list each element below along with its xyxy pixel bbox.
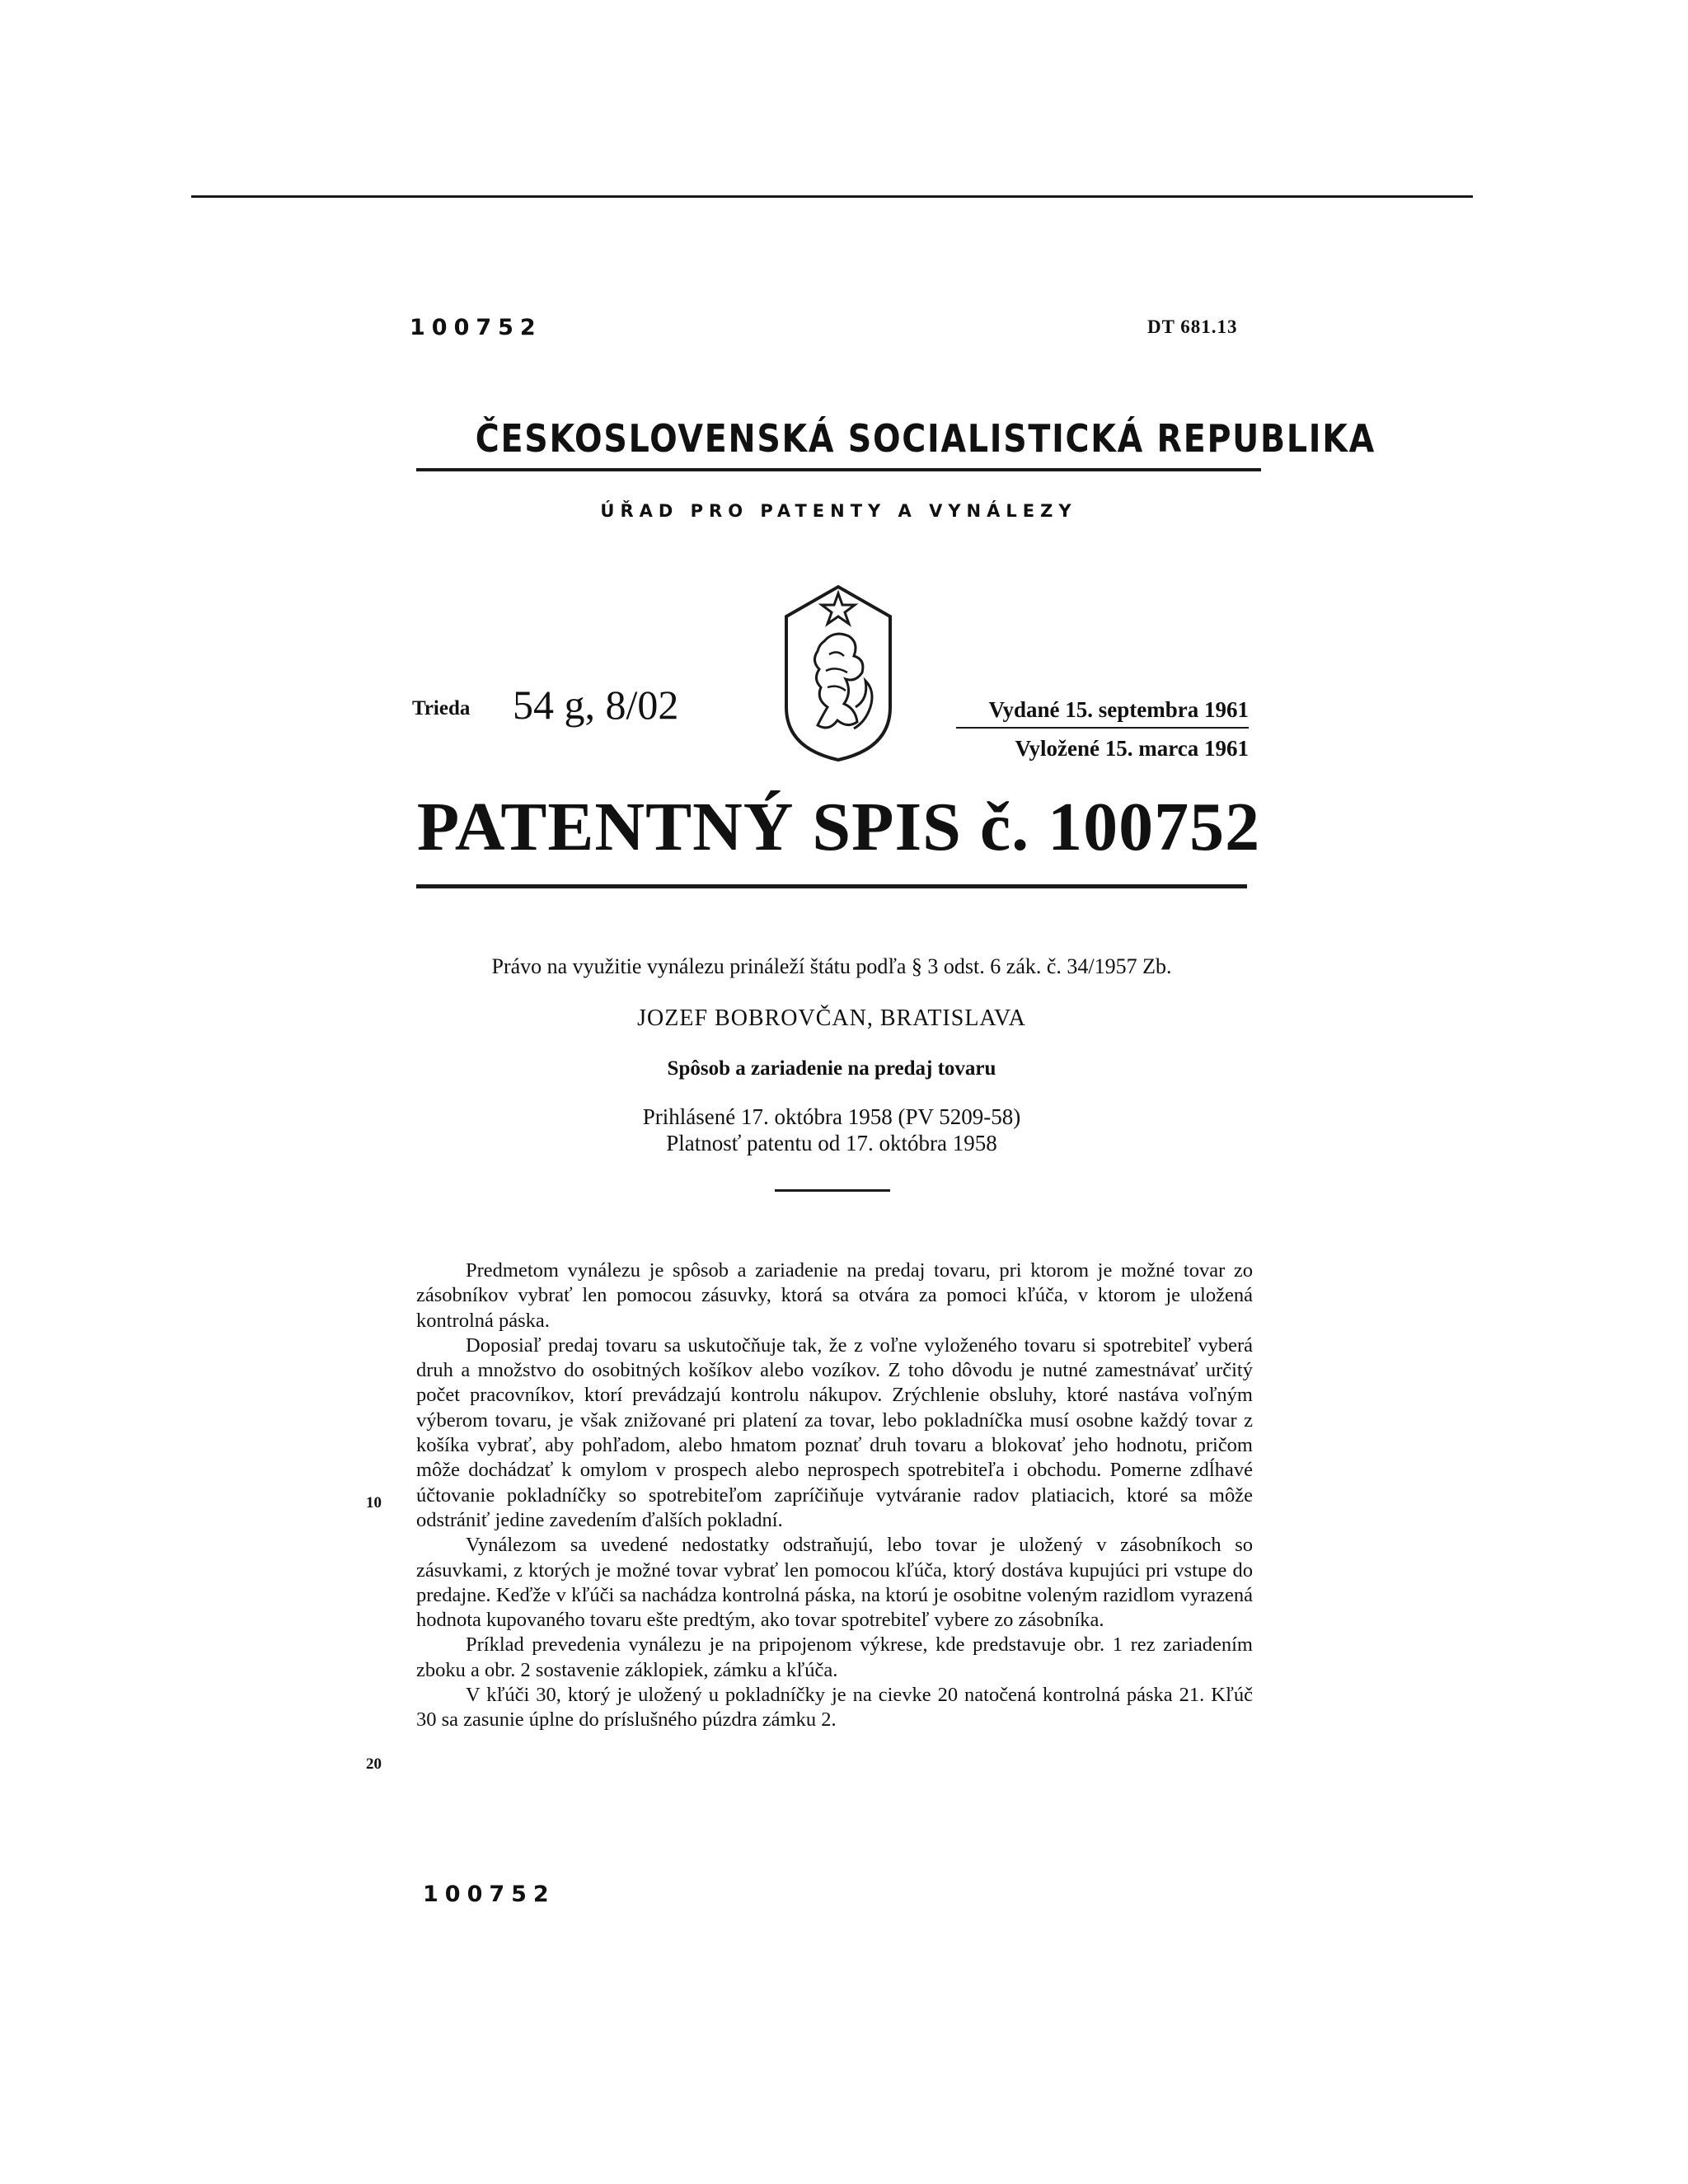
patent-title: PATENTNÝ SPIS č. 100752 bbox=[416, 789, 1261, 865]
invention-title: Spôsob a zariadenie na predaj tovaru bbox=[667, 1057, 996, 1080]
laid-out-date: Vyložené 15. marca 1961 bbox=[1015, 736, 1249, 761]
body-paragraph: Príklad prevedenia vynálezu je na pripojenom výkrese, kde predstavuje obr. 1 rez zariadením zboku a obr. 2 sostavenie záklopiek, zámku a kľúča. bbox=[416, 1633, 1253, 1681]
patent-validity: Platnosť patentu od 17. októbra 1958 bbox=[666, 1131, 997, 1155]
country-heading: ČESKOSLOVENSKÁ SOCIALISTICKÁ REPUBLIKA bbox=[475, 416, 1376, 461]
body-paragraph: V kľúči 30, ktorý je uložený u pokladníčky je na cievke 20 natočená kontrolná páska 21. Kľúč 30 sa zasunie úplne do príslušného púzdra zámku 2. bbox=[416, 1684, 1253, 1732]
issued-date: Vydané 15. septembra 1961 bbox=[988, 697, 1249, 722]
inventor-name: JOZEF BOBROVČAN, BRATISLAVA bbox=[637, 1005, 1026, 1031]
document-number-bottom: 100752 bbox=[423, 1882, 556, 1907]
line-number-marker: 20 bbox=[366, 1755, 382, 1773]
class-label: Trieda bbox=[412, 697, 471, 719]
filing-date: Prihlásené 17. októbra 1958 (PV 5209-58) bbox=[642, 1104, 1021, 1129]
body-paragraph: Vynálezom sa uvedené nedostatky odstraňujú, lebo tovar je uložený v zásobníkoch so zásuvkami, z ktorých je možné tovar vybrať len pomocou kľúča, ktorý dostáva kupujúci pri vstupe do predajne. Keďže v kľúči sa nachádza kontrolná páska, na ktorú je osobitne voleným razidlom vyrazená hodnota kupovaného tovaru ešte predtým, ako tovar spotrebiteľ vybere zo zásobníka. bbox=[416, 1534, 1253, 1632]
state-emblem-icon bbox=[776, 583, 900, 763]
country-underline bbox=[416, 468, 1261, 471]
document-number-top: 100752 bbox=[410, 315, 542, 340]
title-underline bbox=[416, 884, 1247, 888]
top-divider bbox=[191, 195, 1473, 198]
description-body bbox=[416, 1258, 1253, 1733]
rights-statement: Právo na využitie vynálezu prináleží štátu podľa § 3 odst. 6 zák. č. 34/1957 Zb. bbox=[491, 954, 1172, 978]
section-divider bbox=[775, 1189, 890, 1192]
office-heading: ÚŘAD PRO PATENTY A VYNÁLEZY bbox=[600, 501, 1077, 521]
dt-classification-code: DT 681.13 bbox=[1147, 316, 1238, 337]
line-number-marker: 10 bbox=[366, 1494, 382, 1511]
class-value: 54 g, 8/02 bbox=[513, 682, 679, 728]
body-paragraph: Doposiaľ predaj tovaru sa uskutočňuje tak, že z voľne vyloženého tovaru si spotrebiteľ vyberá druh a množstvo do osobitných košíkov alebo vozíkov. Z toho dôvodu je nutné zamestnávať určitý počet pracovníkov, ktorí prevádzajú kontrolu nákupov. Zrýchlenie obsluhy, ktoré nastáva voľným výberom tovaru, je však znižované pri platení za tovar, lebo pokladníčka musí osobne každý tovar z košíka vybrať, aby pohľadom, alebo hmatom poznať druh tovaru a blokovať jeho hodnotu, pričom môže dochádzať k omylom v prospech alebo neprospech spotrebiteľa i obchodu. Pomerne zdĺhavé účtovanie pokladníčky so spotrebiteľom zapríčiňuje vytváranie radov platiacich, ktoré sa môže odstrániť jedine zavedením ďalších pokladní. bbox=[416, 1333, 1253, 1531]
dates-divider bbox=[956, 727, 1249, 729]
body-paragraph: Predmetom vynálezu je spôsob a zariadenie na predaj tovaru, pri ktorom je možné tovar zo zásobníkov vybrať len pomocou zásuvky, ktorá sa otvára za pomoci kľúča, v ktorom je uložená kontrolná páska. bbox=[416, 1259, 1253, 1332]
